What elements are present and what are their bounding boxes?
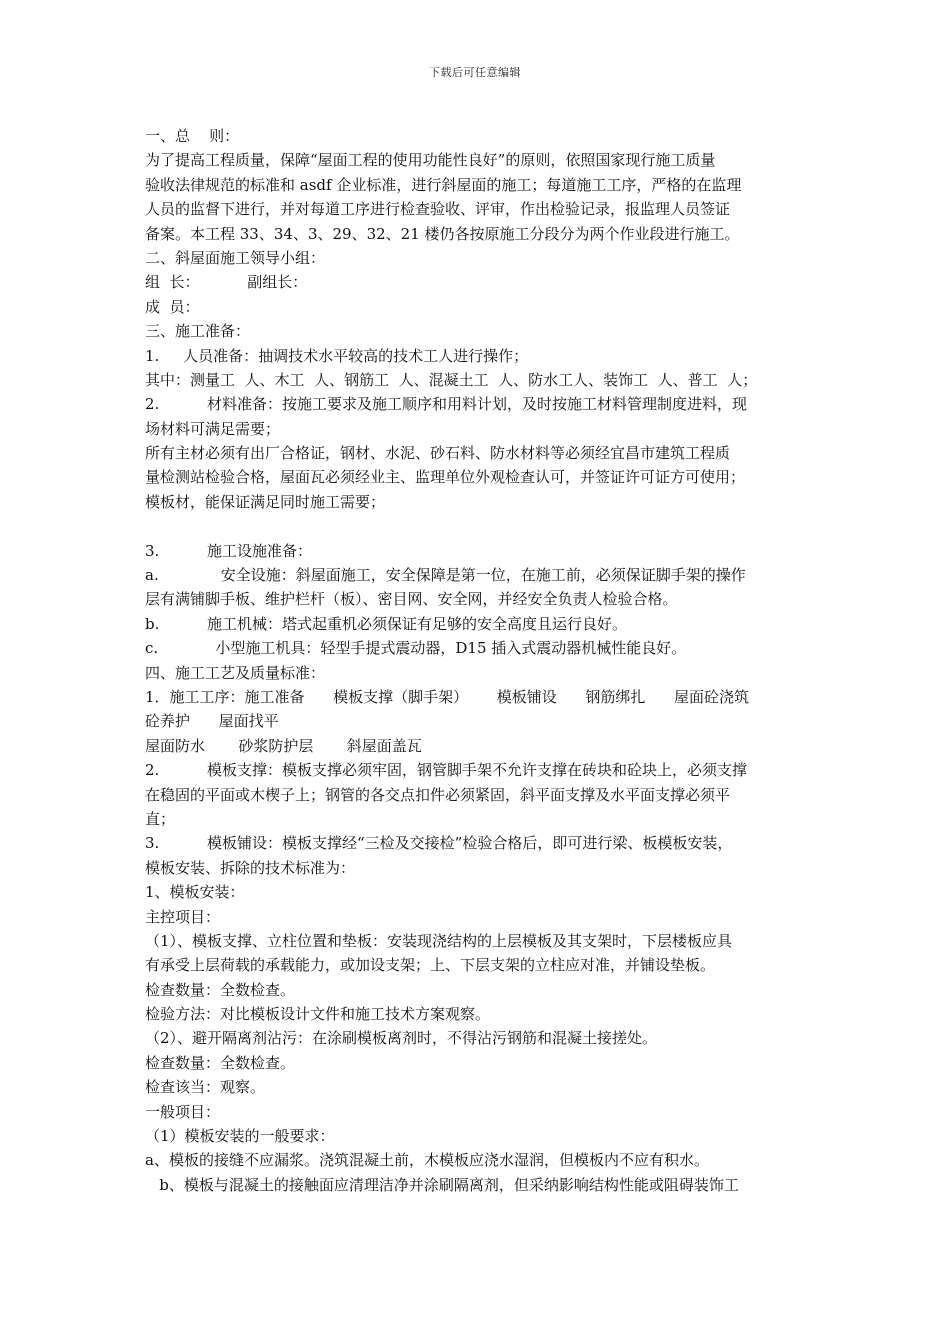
text-line: 在稳固的平面或木楔子上；钢管的各交点扣件必须紧固，斜平面支撑及水平面支撑必须平 — [145, 785, 731, 804]
text-line: 检查数量：全数检查。 — [145, 1053, 296, 1072]
text-line: 有承受上层荷载的承载能力，或加设支架；上、下层支架的立柱应对准，并铺设垫板。 — [145, 956, 716, 975]
text-line: 量检测站检验合格，屋面瓦必须经业主、监理单位外观检查认可，并签证许可证方可使用； — [145, 468, 746, 487]
text-line: 1. 人员准备：抽调技术水平较高的技术工人进行操作； — [145, 346, 529, 365]
text-line: 3. 施工设施准备： — [145, 541, 312, 560]
page-header: 下载后可任意编辑 — [429, 66, 521, 79]
text-line: 3. 模板铺设：模板支撑经“三检及交接检”检验合格后，即可进行梁、板模板安装， — [145, 834, 733, 853]
text-line: 检查该当：观察。 — [145, 1078, 266, 1097]
text-line: （1）模板安装的一般要求： — [145, 1127, 335, 1146]
text-line: a. 安全设施：斜屋面施工，安全保障是第一位，在施工前，必须保证脚手架的操作 — [145, 566, 746, 585]
text-line: 2. 材料准备：按施工要求及施工顺序和用料计划，及时按施工材料管理制度进料，现 — [145, 395, 747, 414]
text-line: 三、施工准备： — [145, 322, 251, 341]
text-line: 2. 模板支撑：模板支撑必须牢固，钢管脚手架不允许支撑在砖块和砼块上，必须支撑 — [145, 761, 747, 780]
text-line: 检查数量：全数检查。 — [145, 980, 296, 999]
text-line: 所有主材必须有出厂合格证，钢材、水泥、砂石料、防水材料等必须经宜昌市建筑工程质 — [145, 444, 731, 463]
text-line: 人员的监督下进行，并对每道工序进行检查验收、评审，作出检验记录，报监理人员签证 — [145, 200, 731, 219]
text-line: 直； — [145, 809, 176, 828]
text-line: 其中：测量工 人、木工 人、钢筋工 人、混凝土工 人、防水工人、装饰工 人、普工 人； — [145, 370, 758, 389]
text-line: b. 施工机械：塔式起重机必须保证有足够的安全高度且运行良好。 — [145, 614, 628, 633]
text-line: 屋面防水 砂浆防护层 斜屋面盖瓦 — [145, 736, 422, 755]
text-line: 一般项目： — [145, 1102, 221, 1121]
text-line: 模板安装、拆除的技术标准为： — [145, 858, 356, 877]
text-line: 主控项目： — [145, 907, 221, 926]
text-line: b、模板与混凝土的接触面应清理洁净并涂刷隔离剂，但采纳影响结构性能或阻碍装饰工 — [145, 1175, 739, 1194]
blank-line — [145, 514, 807, 538]
text-line: 验收法律规范的标准和 asdf 企业标准，进行斜屋面的施工；每道施工工序，严格的在监理 — [145, 175, 742, 194]
text-line: 组 长： 副组长： — [145, 273, 308, 292]
text-line: 四、施工工艺及质量标准： — [145, 663, 326, 682]
text-line: 场材料可满足需要； — [145, 419, 281, 438]
text-line: a、模板的接缝不应漏浆。浇筑混凝土前，木模板应浇水湿润，但模板内不应有积水。 — [145, 1151, 709, 1170]
text-line: c. 小型施工机具：轻型手提式震动器，D15 插入式震动器机械性能良好。 — [145, 639, 687, 658]
text-line: 1．施工工序：施工准备 模板支撑（脚手架） 模板铺设 钢筋绑扎 屋面砼浇筑 — [145, 687, 749, 706]
text-line: 备案。本工程 33、34、3、29、32、21 楼仍各按原施工分段分为两个作业段进行施工。 — [145, 224, 740, 243]
text-line: 为了提高工程质量，保障“屋面工程的使用功能性良好”的原则，依照国家现行施工质量 — [145, 151, 716, 170]
document-body — [145, 124, 807, 1197]
text-line: 二、斜屋面施工领导小组： — [145, 248, 326, 267]
text-line: 砼养护 屋面找平 — [145, 712, 279, 731]
text-line: 模板材，能保证满足同时施工需要； — [145, 492, 386, 511]
text-line: 一、总 则： — [145, 127, 240, 145]
text-line: （1）、模板支撑、立柱位置和垫板：安装现浇结构的上层模板及其支架时，下层楼板应具 — [145, 931, 733, 950]
text-line: 层有满铺脚手板、维护栏杆（板）、密目网、安全网，并经安全负责人检验合格。 — [145, 590, 678, 609]
text-line: 成 员： — [145, 297, 200, 316]
text-line: 检验方法：对比模板设计文件和施工技术方案观察。 — [145, 1005, 491, 1024]
text-line: （2）、避开隔离剂沾污：在涂刷模板离剂时，不得沾污钢筋和混凝土接搓处。 — [145, 1029, 658, 1048]
text-line: 1、模板安装： — [145, 883, 245, 902]
